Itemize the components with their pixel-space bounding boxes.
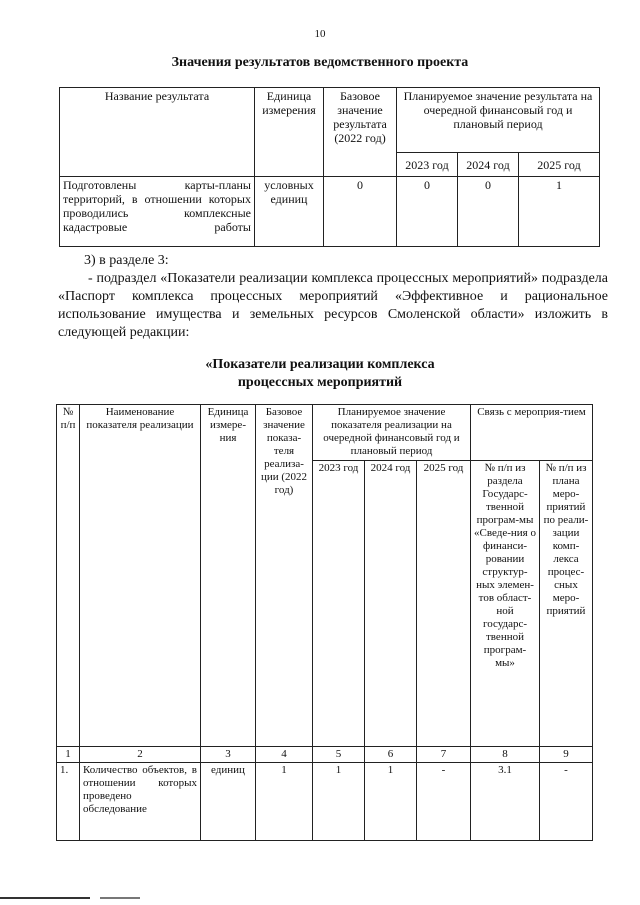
result-2023: 0	[397, 177, 458, 247]
header-2024: 2024 год	[458, 153, 519, 177]
row-link-plan: -	[540, 763, 593, 841]
header-indicator-2023: 2023 год	[313, 461, 365, 747]
item-number: 3) в разделе 3:	[84, 253, 169, 268]
indicators-title-line2: процессных мероприятий	[237, 375, 403, 390]
col-number-2: 2	[80, 747, 201, 763]
col-number-5: 5	[313, 747, 365, 763]
header-indicator-unit: Единица измере-ния	[201, 405, 256, 747]
header-link-program: № п/п из раздела Государс-твенной програм-мы «Сведе-ния о финанси-ровании структур-ных элемен-тов област-ной государс-твенной програм-мы»	[471, 461, 540, 747]
row-2025: -	[417, 763, 471, 841]
header-link-plan: № п/п из плана меро-приятий по реали-зации комп-лекса процес-сных меро-приятий	[540, 461, 593, 747]
scan-edge-mark	[0, 897, 90, 899]
header-num: № п/п	[57, 405, 80, 747]
col-number-6: 6	[365, 747, 417, 763]
row-num: 1.	[57, 763, 80, 841]
header-indicator-2024: 2024 год	[365, 461, 417, 747]
header-indicator-base: Базовое значение показа-теля реализа-ции (2022 год)	[256, 405, 313, 747]
result-2025: 1	[519, 177, 600, 247]
header-indicator-2025: 2025 год	[417, 461, 471, 747]
row-link-program: 3.1	[471, 763, 540, 841]
header-indicator-planned: Планируемое значение показателя реализации на очередной финансовый год и плановый период	[313, 405, 471, 461]
header-name: Название результата	[60, 88, 255, 177]
page-number: 10	[314, 28, 326, 40]
scan-edge-mark-2	[100, 897, 140, 899]
row-unit: единиц	[201, 763, 256, 841]
result-base: 0	[324, 177, 397, 247]
row-base: 1	[256, 763, 313, 841]
result-unit: условных единиц	[255, 177, 324, 247]
header-planned: Планируемое значение результата на очередной финансовый год и плановый период	[397, 88, 600, 153]
results-table-title: Значения результатов ведомственного проекта	[171, 55, 469, 70]
header-base: Базовое значение результата (2022 год)	[324, 88, 397, 177]
col-number-7: 7	[417, 747, 471, 763]
header-link: Связь с мероприя-тием	[471, 405, 593, 461]
header-2025: 2025 год	[519, 153, 600, 177]
result-name: Подготовлены карты-планы территорий, в отношении которых проводились комплексные кадастровые работы	[60, 177, 255, 247]
header-unit: Единица измерения	[255, 88, 324, 177]
col-number-3: 3	[201, 747, 256, 763]
amendment-text: - подраздел «Показатели реализации комплекса процессных мероприятий» подраздела «Паспорт комплекса процессных мероприятий «Эффективное и рациональное использование имущества и земельных ресурсов Смоленской области» изложить в следующей редакции:	[58, 271, 608, 340]
col-number-8: 8	[471, 747, 540, 763]
results-table	[59, 87, 600, 247]
indicators-title-line1: «Показатели реализации комплекса	[205, 357, 435, 372]
row-indicator-name: Количество объектов, в отношении которых проведено обследование	[80, 763, 201, 841]
row-2024: 1	[365, 763, 417, 841]
indicators-table	[56, 404, 593, 841]
col-number-9: 9	[540, 747, 593, 763]
row-2023: 1	[313, 763, 365, 841]
result-2024: 0	[458, 177, 519, 247]
col-number-1: 1	[57, 747, 80, 763]
header-indicator-name: Наименование показателя реализации	[80, 405, 201, 747]
header-2023: 2023 год	[397, 153, 458, 177]
col-number-4: 4	[256, 747, 313, 763]
